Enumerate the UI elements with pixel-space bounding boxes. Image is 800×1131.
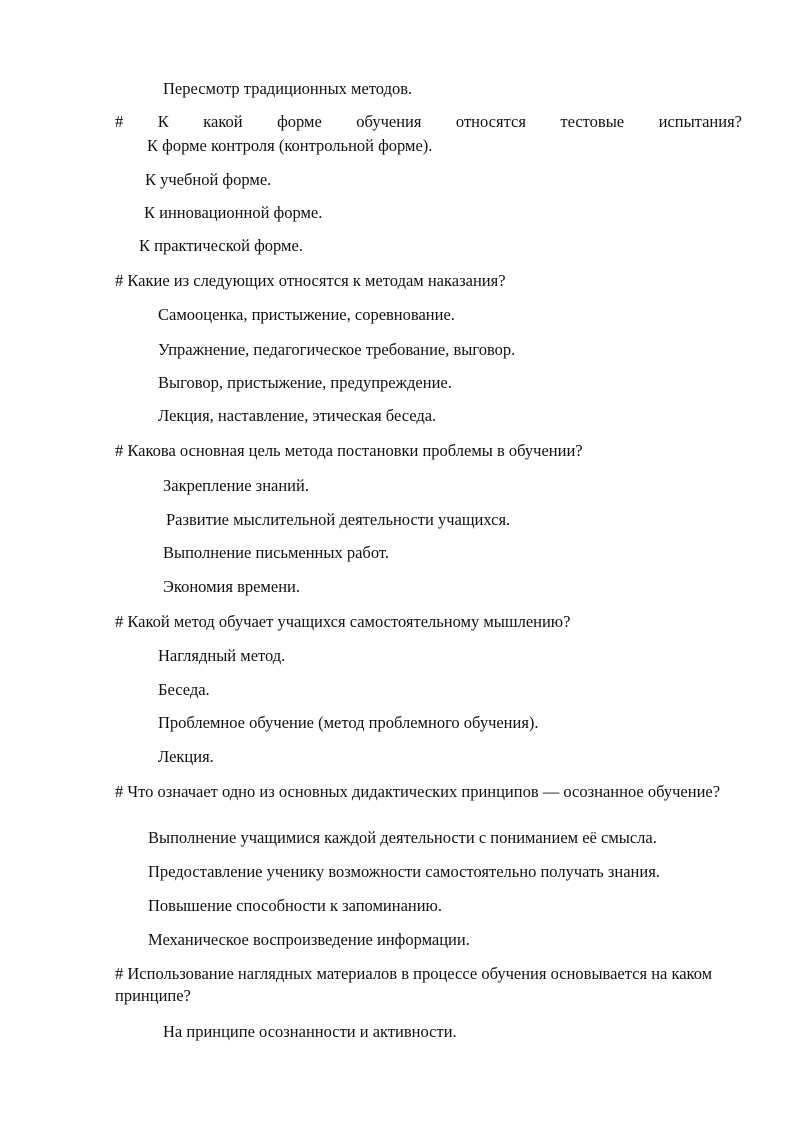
answer-line: Упражнение, педагогическое требование, выговор. (158, 340, 516, 359)
answer-line: Экономия времени. (163, 577, 300, 596)
answer-line: Самооценка, пристыжение, соревнование. (158, 305, 455, 324)
answer-line: Наглядный метод. (158, 646, 286, 665)
question-paragraph: # Использование наглядных материалов в процессе обучения основывается на каком принципе? (115, 964, 713, 1005)
answer-line: На принципе осознанности и активности. (163, 1022, 457, 1041)
answer-line: Лекция. (158, 747, 214, 766)
answer-line: Предоставление ученику возможности самостоятельно получать знания. (148, 862, 660, 881)
answer-line: К практической форме. (139, 236, 303, 255)
answer-line: Развитие мыслительной деятельности учащихся. (166, 510, 511, 529)
answer-line: Проблемное обучение (метод проблемного обучения). (158, 713, 539, 732)
answer-line: Закрепление знаний. (163, 476, 309, 495)
answer-line: Лекция, наставление, этическая беседа. (158, 406, 437, 425)
question-line: # Какие из следующих относятся к методам наказания? (115, 271, 506, 290)
answer-line: Выполнение учащимися каждой деятельности с пониманием её смысла. (148, 828, 657, 847)
question-line: # К какой форме обучения относятся тестовые испытания? (115, 112, 742, 131)
answer-line: Пересмотр традиционных методов. (163, 79, 413, 98)
question-paragraph: # Что означает одно из основных дидактических принципов — осознанное обучение? (115, 782, 721, 801)
answer-line: Беседа. (158, 680, 210, 699)
answer-line: К учебной форме. (145, 170, 272, 189)
question-line: # Какова основная цель метода постановки проблемы в обучении? (115, 441, 583, 460)
answer-line: Выговор, пристыжение, предупреждение. (158, 373, 452, 392)
answer-line: Повышение способности к запоминанию. (148, 896, 443, 915)
question-line: # Какой метод обучает учащихся самостоятельному мышлению? (115, 612, 571, 631)
answer-line: К форме контроля (контрольной форме). (147, 136, 433, 155)
answer-line: К инновационной форме. (144, 203, 323, 222)
answer-line: Механическое воспроизведение информации. (148, 930, 470, 949)
answer-line: Выполнение письменных работ. (163, 543, 389, 562)
